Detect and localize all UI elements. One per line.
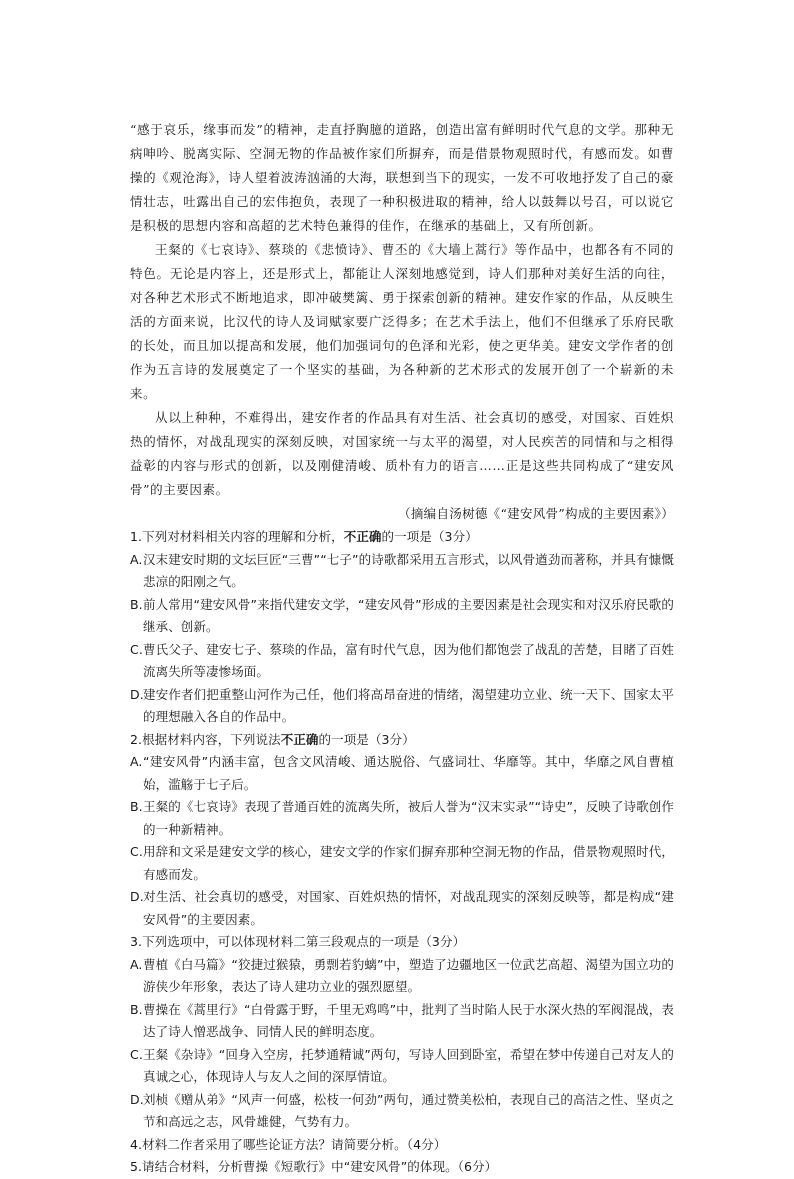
option-c: C.王粲《杂诗》“回身入空房，托梦通精诚”两句，写诗人回到卧室，希望在梦中传递自己对友人的真诚之心，体现诗人与友人之间的深厚情谊。 [130, 1046, 674, 1084]
question-stem: 4.材料二作者采用了哪些论证方法？请简要分析。（4分） [130, 1136, 447, 1152]
option-a: A.“建安风骨”内涵丰富，包含文风清峻、通达脱俗、气盛词壮、华靡等。其中，华靡之风自曹植始，滥觞于七子后。 [130, 754, 674, 792]
question-3 [130, 931, 674, 1134]
passage-source: （摘编自汤树德《“建安风骨”构成的主要因素》） [398, 506, 674, 521]
passage-paragraph-1: “感于哀乐，缘事而发”的精神，走直抒胸臆的道路，创造出富有鲜明时代气息的文学。那种无病呻吟、脱离实际、空洞无物的作品被作家们所摒弃，而是借景物观照时代，有感而发。如曹操的《观沧海》，诗人望着波涛汹涌的大海，联想到当下的现实，一发不可收地抒发了自己的豪情壮志，吐露出自己的宏伟抱负，表现了一种积极进取的精神，给人以鼓舞以号召，可以说它是积极的思想内容和高超的艺术特色兼得的佳作，在继承的基础上，又有所创新。 [130, 122, 674, 233]
question-stem: 1.下列对材料相关内容的理解和分析，不正确的一项是（3分） [130, 529, 478, 544]
option-d: D.对生活、社会真切的感受，对国家、百姓炽热的情怀，对战乱现实的深刻反映等，都是构成“建安风骨”的主要因素。 [130, 889, 674, 927]
passage-paragraph-2: 王粲的《七哀诗》、蔡琰的《悲愤诗》、曹丕的《大墙上蒿行》等作品中，也都各有不同的特色。无论是内容上，还是形式上，都能让人深刻地感觉到，诗人们那种对美好生活的向往，对各种艺术形式不断地追求，即冲破樊篱、勇于探索创新的精神。建安作家的作品，从反映生活的方面来说，比汉代的诗人及词赋家要广泛得多；在艺术手法上，他们不但继承了乐府民歌的长处，而且加以提高和发展，他们加强词句的色泽和光彩，使之更华美。建安文学作者的创作为五言诗的发展奠定了一个坚实的基础，为各种新的艺术形式的发展开创了一个崭新的未来。 [130, 242, 674, 401]
option-a: A.曹植《白马篇》“狡捷过猴猿，勇剽若豹螭”中，塑造了边疆地区一位武艺高超、渴望为国立功的游侠少年形象，表达了诗人建功立业的强烈愿望。 [130, 956, 674, 994]
option-a: A.汉末建安时期的文坛巨匠“三曹”“七子”的诗歌都采用五言形式，以风骨遒劲而著称，并具有慷慨悲凉的阳刚之气。 [130, 551, 674, 589]
question-1 [130, 526, 674, 729]
option-c: C.曹氏父子、建安七子、蔡琰的作品，富有时代气息，因为他们都饱尝了战乱的苦楚，目睹了百姓流离失所等凄惨场面。 [130, 641, 674, 679]
question-stem: 5.请结合材料，分析曹操《短歌行》中“建安风骨”的体现。（6分） [130, 1159, 498, 1174]
option-b: B.前人常用“建安风骨”来指代建安文学，“建安风骨”形成的主要因素是社会现实和对汉乐府民歌的继承、创新。 [130, 596, 674, 634]
option-b: B.王粲的《七哀诗》表现了普通百姓的流离失所，被后人誉为“汉末实录”“诗史”，反映了诗歌创作的一种新精神。 [130, 799, 674, 837]
option-d: D.建安作者们把重整山河作为己任，他们将高昂奋进的情绪，渴望建功立业、统一天下、国家太平的理想融入各自的作品中。 [130, 686, 674, 724]
question-2 [130, 729, 674, 932]
option-c: C.用辞和文采是建安文学的核心，建安文学的作家们摒弃那种空洞无物的作品，借景物观照时代，有感而发。 [130, 844, 674, 882]
option-d: D.刘桢《赠从弟》“风声一何盛，松枝一何劲”两句，通过赞美松柏，表现自己的高洁之性、坚贞之节和高远之志，风骨雄健，气势有力。 [130, 1091, 674, 1129]
question-4 [130, 1134, 674, 1157]
question-stem: 2.根据材料内容，下列说法不正确的一项是（3分） [130, 731, 415, 747]
emphasis-text: 不正确 [280, 731, 319, 747]
option-b: B.曹操在《蒿里行》“白骨露于野，千里无鸡鸣”中，批判了当时陷人民于水深火热的军阀混战，表达了诗人憎恶战争、同情人民的鲜明态度。 [130, 1001, 674, 1039]
passage-paragraph-3: 从以上种种，不难得出，建安作者的作品具有对生活、社会真切的感受，对国家、百姓炽热的情怀，对战乱现实的深刻反映，对国家统一与太平的渴望，对人民疾苦的同情和与之相得益彰的内容与形式的创新，以及刚健清峻、质朴有力的语言……正是这些共同构成了“建安风骨”的主要因素。 [130, 410, 674, 497]
questions-section [130, 526, 674, 1179]
question-5 [130, 1156, 674, 1179]
question-stem: 3.下列选项中，可以体现材料二第三段观点的一项是（3分） [130, 934, 466, 949]
emphasis-text: 不正确 [343, 529, 382, 544]
reading-passage [130, 118, 674, 526]
